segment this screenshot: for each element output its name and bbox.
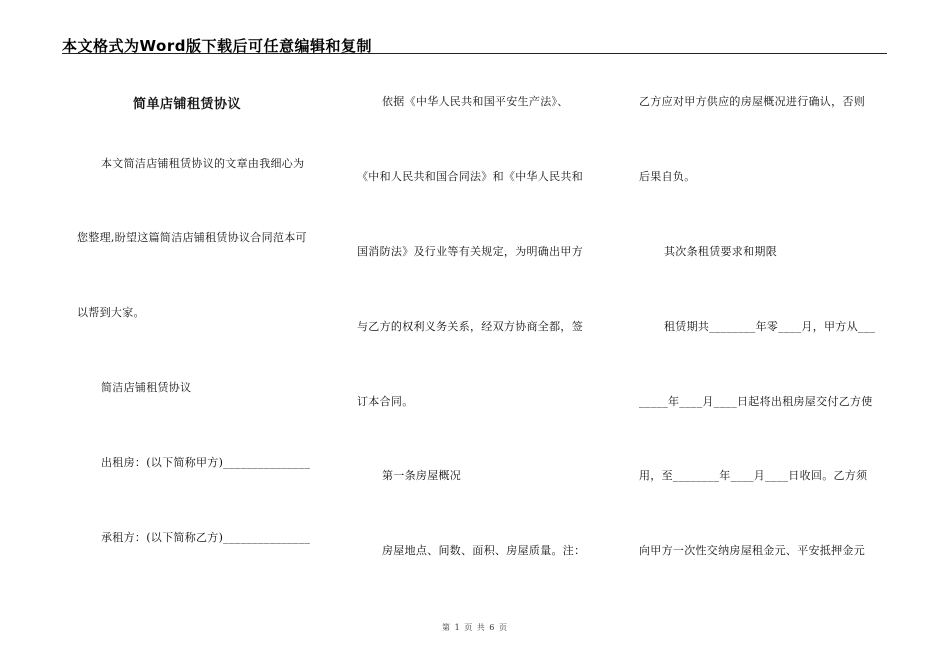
section-heading: 简洁店铺租赁协议 bbox=[101, 381, 192, 394]
paragraph-line: 乙方应对甲方供应的房屋概况进行确认，否则 bbox=[639, 95, 865, 108]
paragraph-line: 本文简洁店铺租赁协议的文章由我细心为 bbox=[101, 157, 305, 170]
paragraph-line: 您整理,盼望这篇简洁店铺租赁协议合同范本可 bbox=[77, 231, 307, 244]
paragraph-line: 以帮到大家。 bbox=[77, 306, 145, 319]
article-heading: 第一条房屋概况 bbox=[382, 469, 462, 482]
header-divider bbox=[62, 53, 887, 54]
paragraph-line: 向甲方一次性交纳房屋租金元、平安抵押金元 bbox=[639, 544, 865, 557]
paragraph-line: 房屋地点、间数、面积、房屋质量。注： bbox=[382, 544, 586, 557]
document-banner: 本文格式为Word版下载后可任意编辑和复制 bbox=[62, 37, 372, 55]
paragraph-line: 《中和人民共和国合同法》和《中华人民共和 bbox=[357, 170, 583, 183]
paragraph-line: 订本合同。 bbox=[357, 395, 414, 408]
paragraph-line: 用，至________年____月____日收回。乙方须 bbox=[639, 469, 868, 482]
paragraph-line: 租赁期共________年零____月，甲方从___ bbox=[664, 320, 876, 333]
document-title: 简单店铺租赁协议 bbox=[133, 97, 242, 112]
paragraph-line: 与乙方的权利义务关系，经双方协商全都，签 bbox=[357, 320, 583, 333]
page-indicator: 第 1 页 共 6 页 bbox=[442, 623, 508, 632]
lessee-field: 承租方：(以下简称乙方)_______________ bbox=[101, 531, 311, 544]
paragraph-line: _____年____月____日起将出租房屋交付乙方使 bbox=[639, 395, 873, 408]
article-heading: 其次条租赁要求和期限 bbox=[664, 245, 777, 258]
paragraph-line: 后果自负。 bbox=[639, 170, 696, 183]
paragraph-line: 国消防法》及行业等有关规定，为明确出甲方 bbox=[357, 245, 583, 258]
paragraph-line: 依据《中华人民共和国平安生产法》、 bbox=[382, 95, 569, 108]
lessor-field: 出租房：(以下简称甲方)_______________ bbox=[101, 456, 311, 469]
